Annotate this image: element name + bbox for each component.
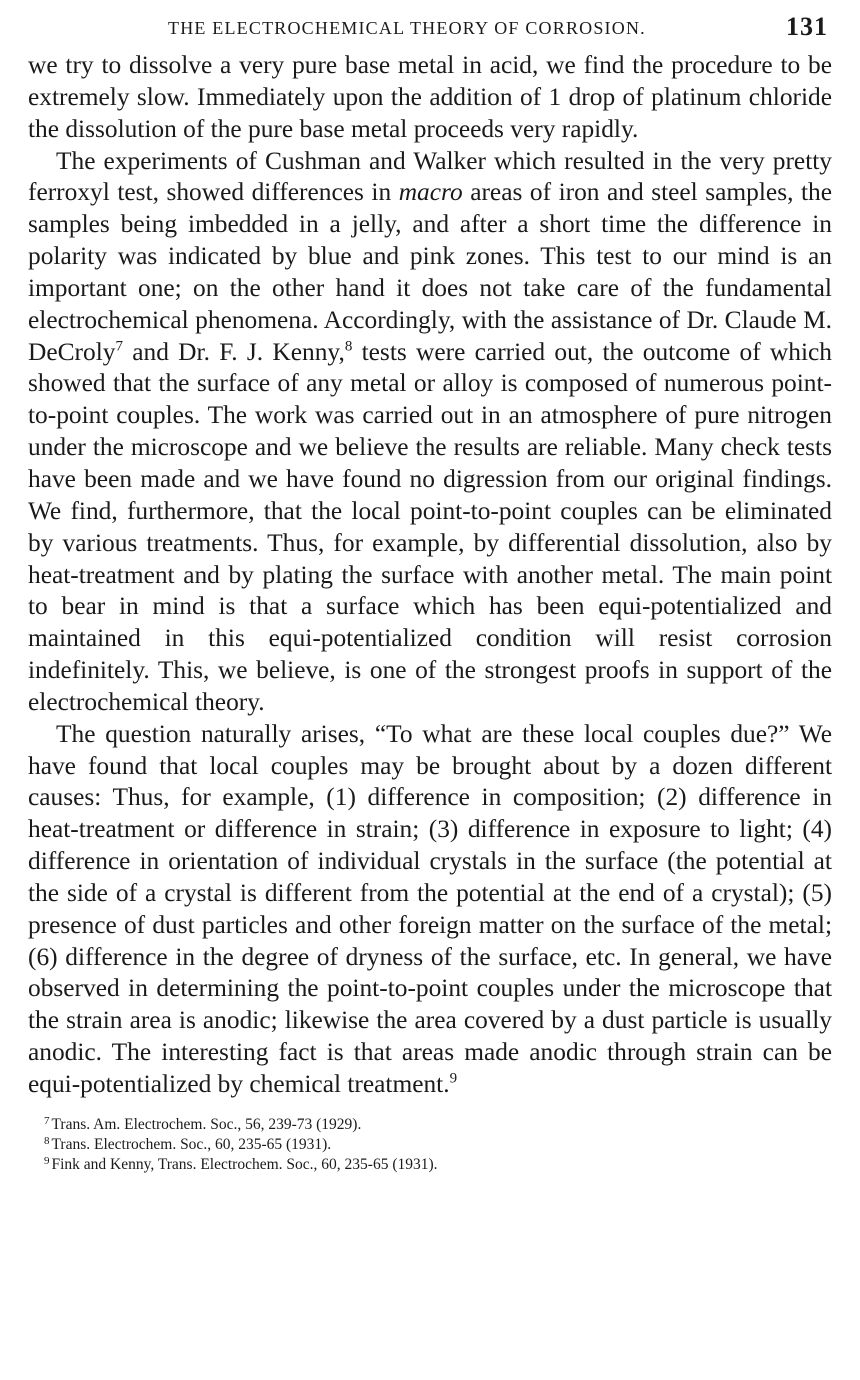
footnote-text: Trans. Electrochem. Soc., 60, 235-65 (1931). bbox=[51, 1135, 332, 1153]
footnote-mark: 8 bbox=[44, 1134, 50, 1147]
footnote-ref-9: 9 bbox=[449, 1070, 458, 1087]
footnote-item bbox=[44, 1153, 832, 1173]
paragraph-2-text-a: The experiments of Cushman and Walker which resulted in the very pretty ferroxyl test, showed differences in bbox=[28, 146, 832, 207]
footnote-text: Fink and Kenny, Trans. Electrochem. Soc., 60, 235-65 (1931). bbox=[51, 1155, 438, 1173]
footnotes bbox=[28, 1113, 832, 1173]
footnote-item bbox=[44, 1133, 832, 1153]
running-title: THE ELECTROCHEMICAL THEORY OF CORROSION. bbox=[168, 18, 646, 38]
footnote-item bbox=[44, 1113, 832, 1133]
footnote-mark: 9 bbox=[44, 1154, 50, 1167]
body-text bbox=[28, 50, 832, 1101]
paragraph-2-text-c: and Dr. F. J. Kenny, bbox=[122, 337, 345, 366]
footnote-ref-8: 8 bbox=[344, 338, 353, 355]
paragraph-2-italic-macro: macro bbox=[398, 178, 463, 207]
footnote-text: Trans. Am. Electrochem. Soc., 56, 239-73 (1929). bbox=[51, 1115, 362, 1133]
running-head bbox=[28, 10, 832, 50]
paragraph-2-text-d: tests were carried out, the outcome of which showed that the surface of any metal or alloy is composed of numerous point-to-point couples. The work was carried out in an atmosphere of pure nitrogen under the microscope and we believe the results are reliable. Many check tests have been made and we have found no digression from our original findings. We find, furthermore, that the local point-to-point couples can be eliminated by various treatments. Thus, for example, by differential dissolution, also by heat-treatment and by plating the surface with another metal. The main point to bear in mind is that a surface which has been equi-potentialized and maintained in this equi-potentialized condition will resist corrosion indefinitely. This, we believe, is one of the strongest proofs in support of the electrochemical theory. bbox=[28, 337, 832, 716]
page-number: 131 bbox=[786, 12, 828, 41]
paragraph-2-text-b: areas of iron and steel samples, the samples being imbedded in a jelly, and after a short time the difference in polarity was indicated by blue and pink zones. This test to our mind is an important one; on the other hand it does not take care of the fundamental electrochemical phenomena. Accordingly, with the assistance of Dr. Claude M. DeCroly bbox=[28, 178, 832, 366]
paragraph-1: we try to dissolve a very pure base metal in acid, we find the procedure to be extremely slow. Immediately upon the addition of 1 drop of platinum chloride the dissolution of the pure base metal proceeds very rapidly. bbox=[28, 51, 832, 143]
paragraph-2 bbox=[28, 146, 832, 719]
paragraph-3 bbox=[28, 719, 832, 1101]
paragraph-3-text: The question naturally arises, “To what are these local couples due?” We have found that local couples may be brought about by a dozen different causes: Thus, for example, (1) difference in composition; (2) difference in heat-treatment or difference in strain; (3) difference in exposure to light; (4) difference in orientation of individual crystals in the surface (the potential at the side of a crystal is different from the potential at the end of a crystal); (5) presence of dust particles and other foreign matter on the surface of the metal; (6) difference in the degree of dryness of the surface, etc. In general, we have observed in determining the point-to-point couples under the microscope that the strain area is anodic; likewise the area covered by a dust particle is usually anodic. The interesting fact is that areas made anodic through strain can be equi-potentialized by chemical treatment. bbox=[28, 719, 832, 1098]
book-page bbox=[28, 10, 832, 1173]
footnote-mark: 7 bbox=[44, 1114, 50, 1127]
footnote-ref-7: 7 bbox=[115, 338, 123, 355]
